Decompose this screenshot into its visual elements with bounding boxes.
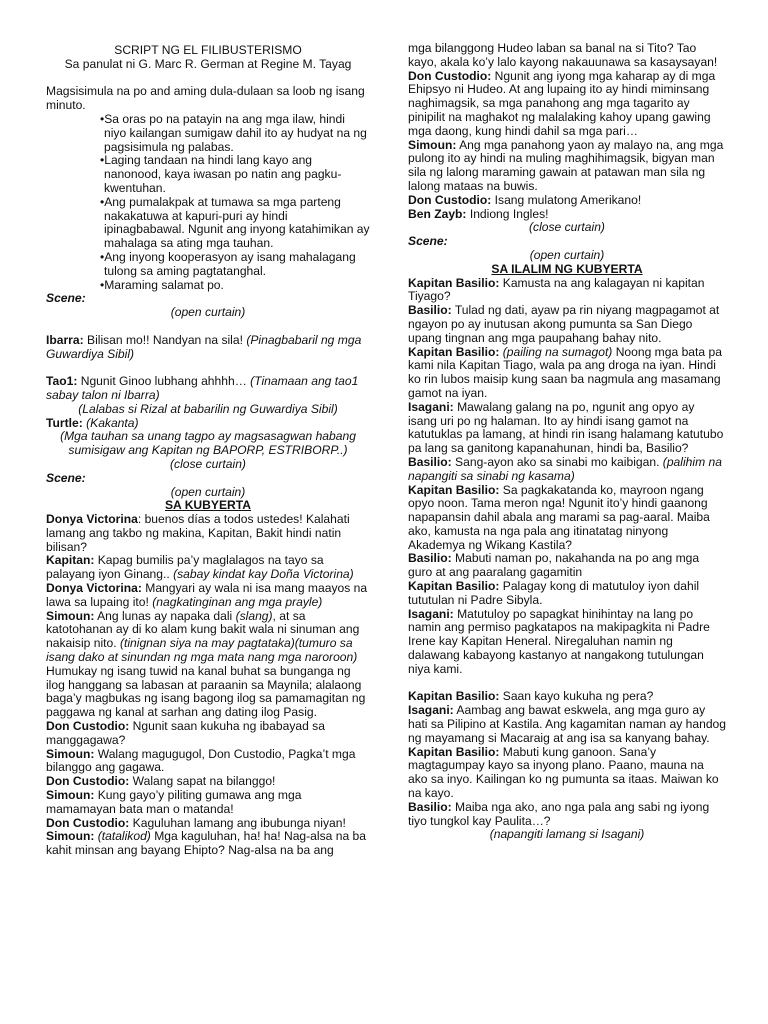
dialogue-text: Matutuloy po sapagkat hinihintay na lang po namin ang permiso pagkatapos na makipagkita ni Padre Irene kay Kapitan Heneral. Niregaluhan namin ng dalawang kabayong kastanyo at nangakong tutulungan niya kami. <box>408 606 710 676</box>
dialogue-line <box>408 704 726 745</box>
speaker-name: Kapitan: <box>46 553 95 568</box>
dialogue-text: Noong mga bata pa kami nila Kapitan Tiago, wala pa ang droga na iyan. Hindi ko rin lubos maisip kung saan ba nagmula ang masamang gamot na iyan. <box>408 344 722 400</box>
dialogue-line <box>46 789 370 817</box>
bullet-item: •Sa oras po na patayin na ang mga ilaw, hindi niyo kailangan sumigaw dahil ito ay hudyat na ng pagsisimula ng palabas. <box>100 111 367 154</box>
stage-direction: (napangiti lamang si Isagani) <box>489 827 645 842</box>
setting-heading: SA ILALIM NG KUBYERTA <box>491 261 643 276</box>
speaker-name: Simoun: <box>46 746 95 761</box>
scene-heading: Scene: <box>46 291 86 306</box>
speaker-name: Kapitan Basilio: <box>408 744 500 759</box>
speaker-name: Don Custodio: <box>46 719 130 734</box>
stage-direction: (Kakanta) <box>82 415 139 430</box>
dialogue-text: Mga kaguluhan, ha! ha! Nag-alsa na ba kahit minsan ang bayang Ehipto? Nag-alsa na ba ang <box>46 829 366 858</box>
stage-direction: (nagkatinginan ang mga prayle) <box>152 594 323 609</box>
dialogue-line <box>46 748 370 776</box>
dialogue-line <box>46 830 370 858</box>
dialogue-text: Mawalang galang na po, ngunit ang opyo ay isang uri po ng halaman. Ito ay hindi isang gamot na katutuklas pa lamang, at hindi rin isang halamang katutubo pa lang sa ganitong kapanahunan, hindi ba, Basilio? <box>408 399 724 456</box>
dialogue-line <box>46 817 370 831</box>
dialogue-line <box>408 552 726 580</box>
script-authors: Sa panulat ni G. Marc R. German at Regine M. Tayag <box>64 56 352 71</box>
speaker-name: Donya Victorina <box>46 512 138 527</box>
dialogue-text: Mabuti naman po, nakahanda na po ang mga guro at ang paaralang gagamitin <box>408 551 700 580</box>
stage-direction: (open curtain) <box>529 247 605 262</box>
stage-direction: (slang) <box>235 608 273 623</box>
stage-direction: (Lalabas si Rizal at babarilin ng Guwardiya Sibil) <box>78 401 338 416</box>
setting-heading: SA KUBYERTA <box>164 498 251 513</box>
scene-heading: Scene: <box>408 234 448 249</box>
dialogue-text: Saan kayo kukuha ng pera? <box>499 689 654 704</box>
dialogue-text: Maiba nga ako, ano nga pala ang sabi ng iyong tiyo tungkol kay Paulita…? <box>408 799 710 828</box>
dialogue-text: Sang-ayon ako sa sinabi mo kaibigan. <box>451 454 663 469</box>
dialogue-line <box>46 417 370 431</box>
dialogue-text: Ngunit Ginoo lubhang ahhhh… <box>77 374 251 389</box>
dialogue-line <box>408 346 726 401</box>
dialogue-text: Indiong Ingles! <box>466 206 549 221</box>
bullet-text: Ang inyong kooperasyon ay isang mahalagang tulong sa aming pagtatanghal. <box>104 249 356 278</box>
dialogue-line <box>408 194 726 208</box>
dialogue-text: Mabuti kung ganoon. Sana’y magtagumpay kayo sa inyong plano. Paano, mauna na ako sa inyo. Kailingan ko ng pumunta sa itaas. Maiwan ko na kayo. <box>408 744 719 801</box>
dialogue-line <box>408 608 726 677</box>
dialogue-line <box>408 484 726 553</box>
speaker-name: Isagani: <box>408 399 454 414</box>
dialogue-text: Mangyari ay wala ni isa mang maayos na lawa sa lupaing ito! <box>46 581 368 609</box>
stage-direction: (Tinamaan ang tao1 sabay talon ni Ibarra) <box>46 374 359 402</box>
bullet-text: Maraming salamat po. <box>104 277 224 292</box>
left-column <box>46 44 370 858</box>
bullet-item: •Ang inyong kooperasyon ay isang mahalagang tulong sa aming pagtatanghal. <box>100 249 356 278</box>
bullet-text: Laging tandaan na hindi lang kayo ang nanonood, kaya iwasan po natin ang pagku-kwentuhan. <box>104 153 342 195</box>
dialogue-line <box>408 304 726 345</box>
dialogue-text: Walang magugugol, Don Custodio, Pagka’t mga bilanggo ang gagawa. <box>46 746 356 775</box>
speaker-name: Turtle: <box>46 415 83 430</box>
dialogue-text: Walang sapat na bilanggo! <box>129 774 276 789</box>
stage-direction: (open curtain) <box>170 305 246 320</box>
dialogue-line <box>46 334 370 362</box>
speaker-name: Basilio: <box>408 799 452 814</box>
bullet-item: •Laging tandaan na hindi lang kayo ang nanonood, kaya iwasan po natin ang pagku-kwentuhan. <box>100 153 342 195</box>
speaker-name: Don Custodio: <box>408 68 492 83</box>
speaker-name: Don Custodio: <box>46 774 130 789</box>
dialogue-line <box>46 513 370 554</box>
speaker-name: Isagani: <box>408 606 454 621</box>
speaker-name: Kapitan Basilio: <box>408 275 500 290</box>
dialogue-line <box>408 139 726 194</box>
dialogue-text: Ang mga panahong yaon ay malayo na, ang mga pulong ito ay hindi na muling maghihimagsik, bigyan man sila ng lalong maraming gawain at patawan man sila ng lalong mataas na buwis. <box>408 137 724 193</box>
scene-heading: Scene: <box>46 470 86 485</box>
dialogue-text: Aambag ang bawat eskwela, ang mga guro ay hati sa Pilipino at Kastila. Ang kagamitan naman ay handog ng mayamang si Macaraig at ang isa sa kanyang bahay. <box>408 703 727 745</box>
bullet-text: Ang pumalakpak at tumawa sa mga parteng nakakatuwa at kapuri-puri ay hindi ipinagbabawal. Ngunit ang inyong katahimikan ay mahalaga sa ating mga tauhan. <box>104 194 370 251</box>
dialogue-line <box>46 375 370 403</box>
speaker-name: Kapitan Basilio: <box>408 579 500 594</box>
speaker-name: Kapitan Basilio: <box>408 482 500 497</box>
right-column <box>408 42 726 842</box>
dialogue-text: Sa pagkakatanda ko, mayroon ngang opyo noon. Tama meron nga! Ngunit ito’y hindi gaanong napapansin dahil abala ang marami sa pag-aaral. Maiba ako, kamusta na nga pala ang itinatatag ninyong Akademya ng Wikang Kastila? <box>408 482 710 552</box>
speaker-name: Tao1: <box>46 374 78 389</box>
dialogue-line <box>408 690 726 704</box>
dialogue-line <box>46 775 370 789</box>
dialogue-line <box>408 208 726 222</box>
stage-direction: (close curtain) <box>170 456 246 471</box>
stage-direction: (open curtain) <box>170 484 246 499</box>
dialogue-text: Ngunit saan kukuha ng ibabayad sa manggagawa? <box>46 719 325 747</box>
bullet-item: •Maraming salamat po. <box>100 277 224 292</box>
speaker-name: Simoun: <box>46 608 95 623</box>
dialogue-text: Ang lunas ay napaka dali <box>94 608 236 623</box>
dialogue-line <box>408 580 726 608</box>
dialogue-line <box>408 746 726 801</box>
stage-direction: (Mga tauhan sa unang tagpo ay magsasagwan habang sumisigaw ang Kapitan ng BAPORP, ESTRIBORP..) <box>60 429 356 458</box>
intro-text: Magsisimula na po and aming dula-dulaan sa loob ng isang minuto. <box>46 84 365 113</box>
stage-direction: (sabay kindat kay Doña Victorina) <box>173 567 354 582</box>
speaker-name: Basilio: <box>408 303 452 318</box>
stage-direction: (pailing na sumagot) <box>499 344 613 359</box>
speaker-name: Simoun: <box>408 137 457 152</box>
speaker-name: Simoun: <box>46 829 95 844</box>
speaker-name: Don Custodio: <box>408 192 492 207</box>
dialogue-line <box>46 720 370 748</box>
dialogue-line <box>46 582 370 610</box>
speaker-name: Basilio: <box>408 454 452 469</box>
stage-direction: (palihim na napangiti sa sinabi ng kasama) <box>408 454 722 483</box>
speaker-name: Ibarra: <box>46 332 84 347</box>
speaker-name: Kapitan Basilio: <box>408 344 500 359</box>
stage-direction: (close curtain) <box>529 220 605 235</box>
dialogue-text: Kaguluhan lamang ang ibubunga niyan! <box>129 815 346 830</box>
bullet-item: •Ang pumalakpak at tumawa sa mga parteng nakakatuwa at kapuri-puri ay hindi ipinagbabawal. Ngunit ang inyong katahimikan ay mahalaga sa ating mga tauhan. <box>100 194 370 251</box>
stage-direction: (tinignan siya na may pagtataka) <box>119 636 295 651</box>
speaker-name: Ben Zayb: <box>408 206 467 221</box>
script-title: SCRIPT NG EL FILIBUSTERISMO <box>114 43 302 57</box>
dialogue-text: : buenos días a todos ustedes! Kalahati lamang ang takbo ng makina, Kapitan, Bakit hindi natin bilisan? <box>46 512 350 554</box>
dialogue-text: Tulad ng dati, ayaw pa rin niyang magpagamot at ngayon po ay inutusan akong pumunta sa San Diego upang tingnan ang mga paupahang bahay nito. <box>408 303 720 345</box>
speaker-name: Don Custodio: <box>46 815 130 830</box>
dialogue-text: Ngunit ang iyong mga kaharap ay di mga Ehipsyo ni Hudeo. At ang lupaing ito ay hindi miminsang naghimagsik, sa mga panahong ang mga tagarito ay pinipilit na maghakot ng malalaking kahoy upang gawing mga daong, kung hindi dahil sa mga pari… <box>408 68 716 138</box>
speaker-name: Basilio: <box>408 551 452 566</box>
stage-direction: (Pinagbabaril ng mga Guwardiya Sibil) <box>46 332 362 361</box>
dialogue-line <box>408 801 726 829</box>
dialogue-text: Kamusta na ang kalagayan ni kapitan Tiyago? <box>408 275 705 304</box>
dialogue-text: Bilisan mo!! Nandyan na sila! <box>83 332 247 347</box>
speaker-name: Kapitan Basilio: <box>408 689 500 704</box>
stage-direction: (tatalikod) <box>94 829 151 844</box>
dialogue-line <box>46 610 370 720</box>
dialogue-line <box>408 277 726 305</box>
dialogue-text: Kung gayo’y piliting gumawa ang mga mamamayan bata man o matanda! <box>46 788 302 816</box>
dialogue-line <box>408 401 726 456</box>
dialogue-line <box>408 456 726 484</box>
speaker-name: Isagani: <box>408 703 454 718</box>
dialogue-text: Palagay kong di matutuloy iyon dahil tututulan ni Padre Sibyla. <box>408 579 700 607</box>
speaker-name: Simoun: <box>46 788 95 803</box>
dialogue-text: , at sa katotohanan ay di ko alam kung bakit wala ni sinuman ang nakaisip nito. <box>46 608 360 651</box>
dialogue-line <box>408 70 726 139</box>
speaker-name: Donya Victorina: <box>46 581 142 596</box>
dialogue-text: Isang mulatong Amerikano! <box>491 192 642 207</box>
dialogue-line <box>46 554 370 582</box>
dialogue-continuation: mga bilanggong Hudeo laban sa banal na si Tito? Tao kayo, akala ko’y lalo kayong nakauunawa sa kasaysayan! <box>408 41 718 69</box>
bullet-text: Sa oras po na patayin na ang mga ilaw, hindi niyo kailangan sumigaw dahil ito ay hudyat na ng pagsisimula ng palabas. <box>104 111 367 154</box>
stage-direction: (tumuro sa isang dako at sinundan ng mga mata nang mga naroroon) <box>46 636 358 665</box>
dialogue-text: Humukay ng isang tuwid na kanal buhat sa bunganga ng ilog hanggang sa labasan at paraanin sa Maynila; alalaong baga’y magbukas ng isang bagong ilog sa pamamagitan ng paggawa ng kanal at sarhan ang dating ilog Pasig. <box>46 663 366 720</box>
dialogue-text: Kapag bumilis pa’y maglalagos na tayo sa palayang iyon Ginang.. <box>46 553 324 582</box>
